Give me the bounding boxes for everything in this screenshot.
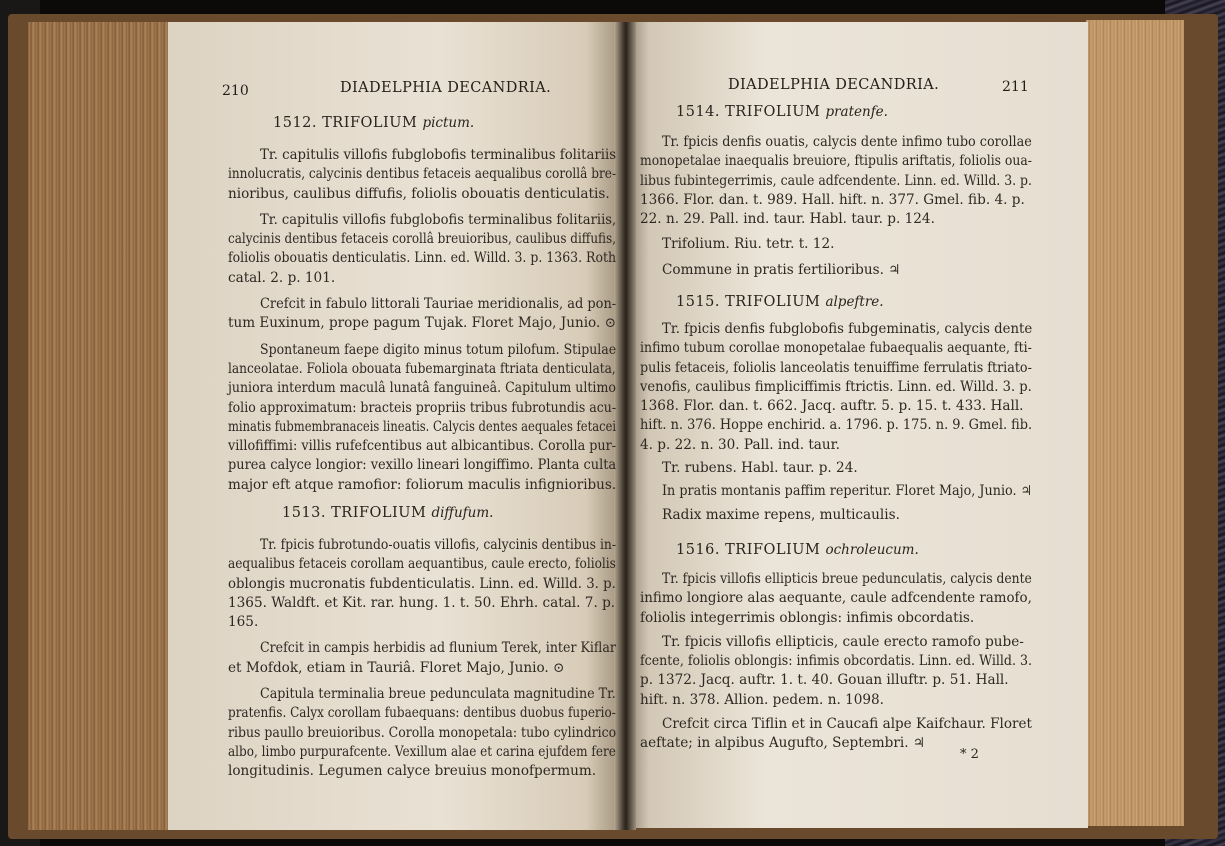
entry-heading-1512 [273, 114, 474, 133]
entry-text-1512 [228, 146, 616, 495]
text-line: hift. n. 376. Hoppe enchirid. a. 1796. p. 175. n. 9. Gmel. fib. [640, 417, 1033, 434]
entry-species: diffufum. [431, 505, 494, 521]
text-line: villofiffimi: villis rufefcentibus aut albicantibus. Corolla pur- [228, 438, 617, 455]
page-number-right: 211 [1002, 79, 1029, 95]
text-line: 4. p. 22. n. 30. Pall. ind. taur. [640, 436, 840, 453]
text-line: minatis fubmembranaceis lineatis. Calycis dentes aequales fetacei [228, 418, 617, 435]
text-line: foliolis integerrimis oblongis: infimis obcordatis. [640, 609, 975, 626]
right-page-edges [1086, 20, 1184, 826]
text-line: albo, limbo purpurafcente. Vexillum alae et carina ejufdem fere [228, 743, 616, 760]
entry-genus: TRIFOLIUM [725, 104, 821, 120]
text-line: In pratis montanis paffim reperitur. Floret Majo, Junio. ♃ [662, 483, 1033, 500]
text-line: aequalibus fetaceis corollam aequantibus, caule erecto, foliolis [228, 556, 616, 573]
entry-genus: TRIFOLIUM [331, 505, 427, 521]
entry-number: 1515. [676, 294, 721, 310]
entry-heading-1514 [676, 103, 888, 122]
text-line: lanceolatae. Foliola obouata fubemarginata ftriata denticulata, [228, 360, 616, 377]
text-line: oblongis mucronatis fubdenticulatis. Linn. ed. Willd. 3. p. [228, 575, 616, 592]
text-line: ribus paullo breuioribus. Corolla monopetala: tubo cylindrico [228, 724, 617, 741]
text-line: Tr. fpicis denfis fubglobofis fubgeminatis, calycis dente [662, 321, 1033, 337]
entry-species: pratenfe. [825, 104, 888, 120]
text-line: Tr. capitulis villofis fubglobofis terminalibus folitariis [260, 147, 617, 163]
text-line: 1365. Waldft. et Kit. rar. hung. 1. t. 50. Ehrh. catal. 7. p. [228, 594, 616, 611]
entry-heading-1513 [282, 504, 493, 523]
text-line: catal. 2. p. 101. [228, 269, 336, 286]
text-line: folio approximatum: bracteis propriis tribus fubrotundis acu- [228, 399, 617, 416]
entry-number: 1514. [676, 104, 721, 120]
entry-text-1515 [640, 320, 1032, 525]
entry-number: 1516. [676, 542, 721, 558]
text-line: Tr. capitulis villofis fubglobofis terminalibus folitariis, [260, 211, 617, 228]
text-line: Tr. fpicis villofis ellipticis, caule erecto ramofo pube- [662, 633, 1024, 650]
text-line: infimo longiore alas aequante, caule adfcendente ramofo, [640, 590, 1032, 607]
text-line: et Mofdok, etiam in Tauriâ. Floret Majo, Junio. ⊙ [228, 659, 565, 676]
text-line: foliolis obouatis denticulatis. Linn. ed. Willd. 3. p. 1363. Roth [228, 250, 617, 267]
text-line: major eft atque ramofior: foliorum maculis infignioribus. [228, 476, 617, 493]
page-number-left: 210 [222, 83, 249, 99]
entry-number: 1513. [282, 505, 327, 521]
text-line: longitudinis. Legumen calyce breuius monofpermum. [228, 763, 597, 780]
text-line: venofis, caulibus fimpliciffimis ftrictis. Linn. ed. Willd. 3. p. [640, 378, 1032, 395]
text-line: Tr. fpicis villofis ellipticis breue pedunculatis, calycis dente [662, 571, 1032, 587]
text-line: 1366. Flor. dan. t. 989. Hall. hift. n. 377. Gmel. fib. 4. p. [640, 191, 1025, 208]
running-head-left: DIADELPHIA DECANDRIA. [340, 80, 552, 96]
text-line: fcente, foliolis oblongis: infimis obcordatis. Linn. ed. Willd. 3. [640, 653, 1033, 670]
text-line: juniora interdum maculâ lunatâ fanguineâ. Capitulum ultimo [228, 380, 616, 397]
text-line: monopetalae inaequalis breuiore, ftipulis ariftatis, foliolis oua- [640, 153, 1032, 170]
entry-heading-1516 [676, 541, 919, 560]
text-line: pratenfis. Calyx corollam fubaequans: dentibus duobus fuperio- [228, 705, 616, 722]
text-line: Capitula terminalia breue pedunculata magnitudine Tr. [260, 686, 616, 703]
text-line: Radix maxime repens, multicaulis. [662, 506, 900, 523]
entry-text-1513 [228, 536, 616, 782]
text-line: Tr. rubens. Habl. taur. p. 24. [662, 460, 858, 477]
text-line: Commune in pratis fertilioribus. ♃ [662, 261, 901, 278]
signature-mark: * 2 [960, 747, 979, 762]
text-line: p. 1372. Jacq. auftr. 1. t. 40. Gouan illuftr. p. 51. Hall. [640, 672, 1009, 689]
text-line: nioribus, caulibus diffufis, foliolis obouatis denticulatis. [228, 185, 610, 202]
running-head-right: DIADELPHIA DECANDRIA. [728, 77, 940, 93]
text-line: Crefcit circa Tiflin et in Caucafi alpe Kaifchaur. Floret [662, 716, 1032, 733]
text-line: calycinis dentibus fetaceis corollâ breuioribus, caulibus diffufis, [228, 231, 617, 248]
text-line: 22. n. 29. Pall. ind. taur. Habl. taur. p. 124. [640, 211, 935, 228]
text-line: Crefcit in fabulo littorali Tauriae meridionalis, ad pon- [260, 296, 617, 313]
text-line: purea calyce longior: vexillo lineari longiffimo. Planta culta [228, 457, 617, 474]
text-line: tum Euxinum, prope pagum Tujak. Floret Majo, Junio. ⊙ [228, 315, 616, 332]
text-line: pulis fetaceis, foliolis lanceolatis tenuiffime ferrulatis ftriato- [640, 359, 1032, 376]
text-line: 165. [228, 614, 259, 631]
entry-species: pictum. [422, 115, 475, 131]
text-line: Tr. fpicis fubrotundo-ouatis villofis, calycinis dentibus in- [260, 537, 617, 553]
text-line: aeftate; in alpibus Augufto, Septembri. ♃ [640, 735, 926, 752]
left-page-edges [28, 22, 170, 830]
entry-species: alpeftre. [825, 294, 884, 310]
text-line: infimo tubum corollae monopetalae fubaequalis aequante, fti- [640, 340, 1032, 357]
text-line: Spontaneum faepe digito minus totum pilofum. Stipulae [260, 341, 617, 358]
entry-text-1514 [640, 133, 1032, 280]
text-line: hift. n. 378. Allion. pedem. n. 1098. [640, 691, 885, 708]
text-line: 1368. Flor. dan. t. 662. Jacq. auftr. 5. p. 15. t. 433. Hall. [640, 398, 1024, 415]
book-gutter [614, 22, 636, 830]
entry-text-1516 [640, 570, 1032, 754]
entry-genus: TRIFOLIUM [322, 115, 418, 131]
text-line: Tr. fpicis denfis ouatis, calycis dente infimo tubo corollae [662, 134, 1032, 150]
entry-genus: TRIFOLIUM [725, 542, 821, 558]
text-line: Trifolium. Riu. tetr. t. 12. [662, 236, 835, 253]
entry-number: 1512. [273, 115, 318, 131]
entry-genus: TRIFOLIUM [725, 294, 821, 310]
entry-species: ochroleucum. [825, 542, 919, 558]
entry-heading-1515 [676, 293, 884, 312]
text-line: innolucratis, calycinis dentibus fetaceis aequalibus corollâ bre- [228, 166, 617, 183]
text-line: libus fubintegerrimis, caule adfcendente. Linn. ed. Willd. 3. p. [640, 172, 1032, 189]
text-line: Crefcit in campis herbidis ad flunium Terek, inter Kiflar [260, 640, 616, 657]
